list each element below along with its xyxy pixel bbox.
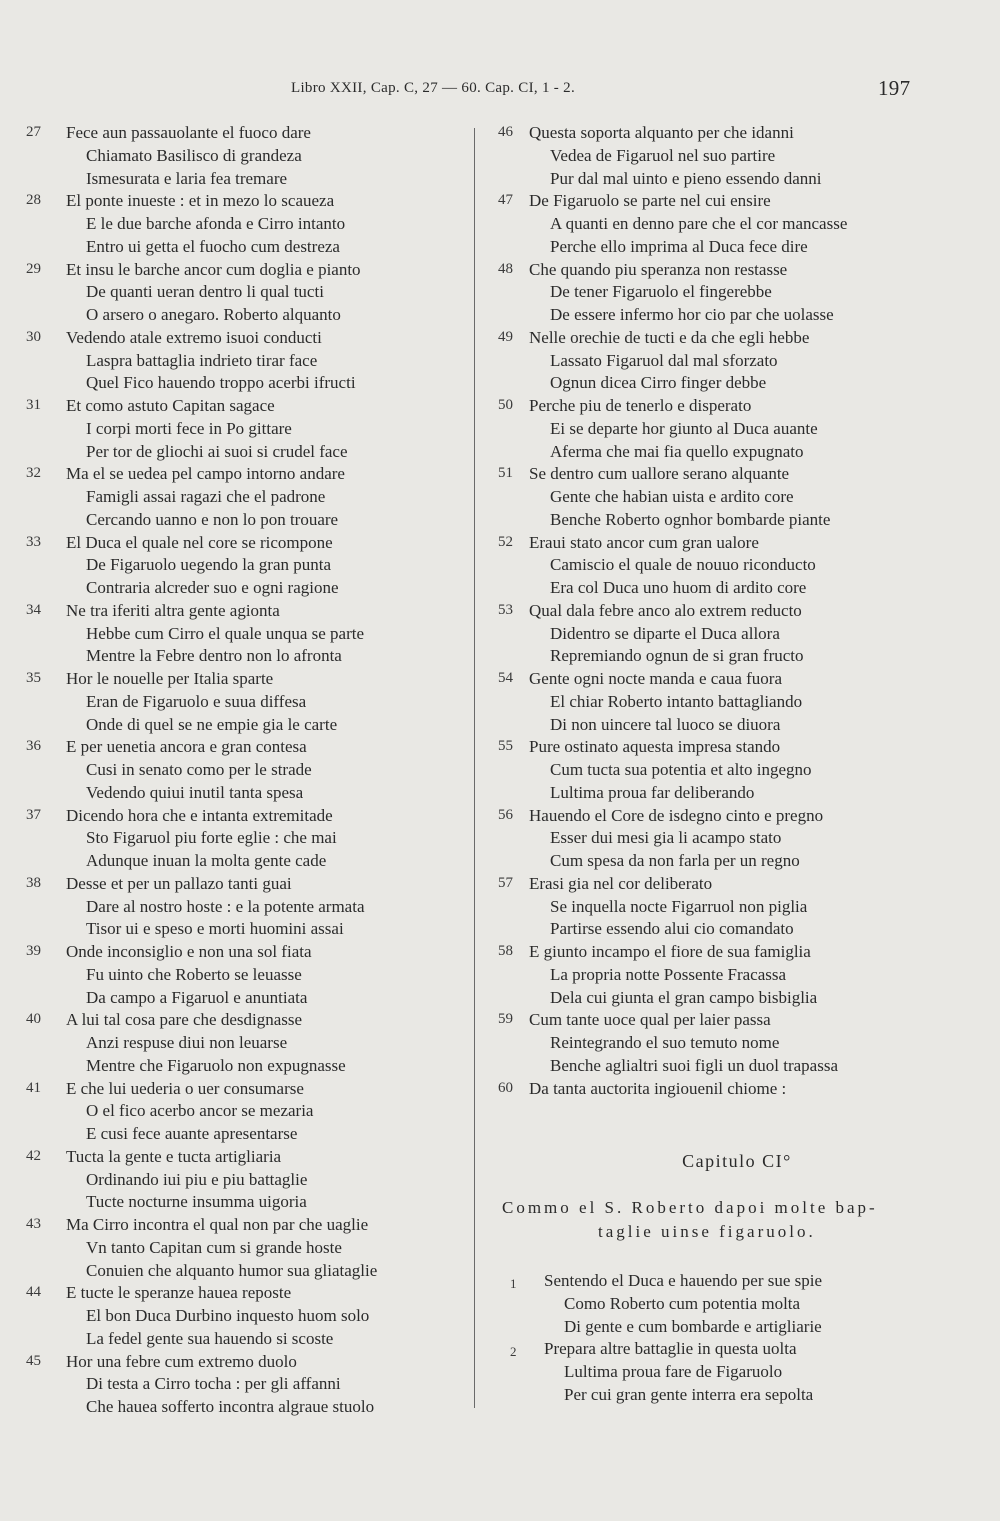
verse-line: La propria notte Possente Fracassa — [550, 964, 787, 984]
stanza — [20, 805, 475, 873]
stanza — [492, 805, 962, 873]
verse-line: Entro ui getta el fuocho cum destreza — [86, 236, 340, 256]
stanza-number: 48 — [498, 260, 513, 277]
verse-line: Prepara altre battaglie in questa uolta — [544, 1339, 797, 1359]
verse-line: Di non uincere tal luoco se diuora — [550, 714, 781, 734]
verse-line: Gente che habian uista e ardito core — [550, 487, 794, 506]
stanza — [20, 259, 475, 327]
stanza-number: 57 — [498, 874, 513, 891]
stanza — [20, 736, 475, 804]
verse-line: Eran de Figaruolo e suua diffesa — [86, 691, 307, 711]
stanza — [20, 1146, 475, 1214]
stanza — [492, 463, 962, 531]
verse-line: E tucte le speranze hauea reposte — [66, 1283, 292, 1303]
right-column — [492, 122, 962, 1100]
stanza — [20, 395, 475, 463]
verse-line: Eraui stato ancor cum gran ualore — [529, 532, 759, 552]
verse-line: De Figaruolo uegendo la gran punta — [86, 555, 332, 575]
stanza — [20, 668, 475, 736]
verse-line: De quanti ueran dentro li qual tucti — [86, 282, 324, 302]
verse-line: Partirse essendo alui cio comandato — [550, 919, 794, 939]
stanza-number: 27 — [26, 124, 41, 140]
verse-line: Onde di quel se ne empie gia le carte — [86, 714, 338, 734]
stanza — [492, 941, 962, 1009]
verse-line: E le due barche afonda e Cirro intanto — [86, 214, 346, 233]
verse-line: Reintegrando el suo temuto nome — [550, 1033, 780, 1052]
verse-line: Ognun dicea Cirro finger debbe — [550, 373, 767, 393]
stanza-number: 30 — [26, 328, 41, 345]
stanza-number: 54 — [498, 670, 513, 686]
verse-line: Se inquella nocte Figarruol non piglia — [550, 896, 808, 916]
stanza — [20, 463, 475, 531]
verse-line: Hor una febre cum extremo duolo — [66, 1351, 297, 1371]
stanza — [20, 1078, 475, 1146]
stanza-number: 40 — [26, 1011, 41, 1028]
verse-line: Cercando uanno e non lo pon trouare — [86, 509, 339, 529]
verse-line: Repremiando ognun de si gran fructo — [550, 646, 804, 666]
verse-line: Vedea de Figaruol nel suo partire — [550, 145, 776, 165]
verse-line: Qual dala febre anco alo extrem reducto — [529, 600, 802, 620]
stanza-number: 28 — [26, 192, 41, 209]
stanza — [20, 941, 475, 1009]
verse-line: Per cui gran gente interra era sepolta — [564, 1384, 814, 1404]
stanza-number: 37 — [26, 806, 41, 823]
verse-line: Camiscio el quale de nouuo riconducto — [550, 555, 816, 575]
stanza-number: 60 — [498, 1079, 513, 1096]
chapter-title: Capitulo CI° — [682, 1151, 792, 1171]
stanza — [492, 600, 962, 668]
verse-line: Che hauea sofferto incontra algraue stuolo — [86, 1397, 375, 1416]
stanza — [20, 122, 475, 190]
verse-line: Cum spesa da non farla per un regno — [550, 851, 800, 870]
stanza-number: 33 — [26, 533, 41, 550]
left-column — [20, 122, 475, 1419]
stanza-number: 58 — [498, 943, 513, 959]
verse-line: Questa soporta alquanto per che idanni — [529, 123, 794, 142]
stanza — [492, 1009, 962, 1077]
verse-line: Benche Roberto ognhor bombarde piante — [550, 509, 831, 529]
verse-line: Vn tanto Capitan cum si grande hoste — [86, 1237, 342, 1257]
chapter-verses — [492, 1270, 962, 1407]
verse-line: De essere infermo hor cio par che uolasse — [550, 305, 834, 324]
verse-line: Cusi in senato como per le strade — [86, 760, 312, 779]
verse-line: Quel Fico hauendo troppo acerbi ifructi — [86, 373, 356, 393]
stanza — [20, 600, 475, 668]
verse-line: Fece aun passauolante el fuoco dare — [66, 123, 311, 142]
verse-line: Desse et per un pallazo tanti guai — [66, 873, 292, 893]
stanza-number: 32 — [26, 465, 41, 482]
verse-line: Vedendo quiui inutil tanta spesa — [86, 782, 304, 802]
stanza — [492, 395, 962, 463]
verse-line: O arsero o anegaro. Roberto alquanto — [86, 305, 341, 324]
verse-line: Famigli assai ragazi che el padrone — [86, 487, 326, 506]
verse-line: Anzi respuse diui non leuarse — [86, 1033, 288, 1052]
stanza — [20, 873, 475, 941]
chapter-section — [492, 1148, 962, 1407]
stanza-number: 41 — [26, 1079, 41, 1096]
verse-line: E che lui uederia o uer consumarse — [66, 1078, 304, 1098]
running-title: Libro XXII, Cap. C, 27 — 60. Cap. CI, 1 - 2. — [291, 80, 576, 96]
verse-line: Perche piu de tenerlo e disperato — [529, 396, 752, 415]
stanza — [492, 736, 962, 804]
verse-line: Dicendo hora che e intanta extremitade — [66, 805, 333, 825]
stanza-number: 38 — [26, 874, 41, 891]
stanza — [492, 1270, 962, 1338]
verse-line: A quanti en denno pare che el cor mancasse — [550, 214, 848, 233]
verse-line: Hauendo el Core de isdegno cinto e pregno — [529, 805, 824, 825]
verse-line: Chiamato Basilisco di grandeza — [86, 145, 302, 165]
verse-line: Vedendo atale extremo isuoi conducti — [66, 327, 322, 347]
verse-line: Ma el se uedea pel campo intorno andare — [66, 464, 345, 484]
verse-line: Tucta la gente e tucta artigliaria — [66, 1146, 282, 1166]
verse-line: Se dentro cum uallore serano alquante — [529, 464, 790, 484]
stanza — [492, 532, 962, 600]
verse-line: El Duca el quale nel core se ricompone — [66, 532, 333, 552]
verse-line: Nelle orechie de tucti e da che egli hebbe — [529, 327, 810, 347]
verse-line: I corpi morti fece in Po gittare — [86, 418, 292, 438]
verse-line: Mentre che Figaruolo non expugnasse — [86, 1055, 346, 1075]
stanza — [492, 122, 962, 190]
stanza — [20, 1282, 475, 1350]
chapter-subtitle-line: taglie uinse figaruolo. — [598, 1222, 816, 1241]
stanza-number: 49 — [498, 328, 513, 345]
verse-line: Lultima proua fare de Figaruolo — [564, 1362, 783, 1381]
stanza-number: 46 — [498, 124, 513, 140]
verse-line: El bon Duca Durbino inquesto huom solo — [86, 1306, 370, 1325]
verse-line: Como Roberto cum potentia molta — [564, 1293, 801, 1313]
stanza-number: 50 — [498, 397, 513, 413]
verse-line: Laspra battaglia indrieto tirar face — [86, 350, 318, 370]
verse-line: Era col Duca uno huom di ardito core — [550, 578, 807, 597]
verse-line: Cum tucta sua potentia et alto ingegno — [550, 760, 812, 779]
verse-line: Ei se departe hor giunto al Duca auante — [550, 418, 818, 438]
verse-line: Erasi gia nel cor deliberato — [529, 873, 713, 893]
verse-line: Didentro se diparte el Duca allora — [550, 623, 780, 643]
stanza-number: 31 — [26, 397, 41, 413]
verse-line: Benche aglialtri suoi figli un duol trapassa — [550, 1055, 838, 1075]
stanza — [492, 259, 962, 327]
stanza — [492, 873, 962, 941]
stanza-number: 42 — [26, 1147, 41, 1164]
stanza-number: 51 — [498, 465, 513, 482]
verse-line: E cusi fece auante apresentarse — [86, 1124, 298, 1143]
verse-line: E giunto incampo el fiore de sua famiglia — [529, 942, 811, 961]
verse-line: Onde inconsiglio e non una sol fiata — [66, 942, 312, 961]
verse-line: Cum tante uoce qual per laier passa — [529, 1010, 771, 1030]
stanza-number: 35 — [26, 670, 41, 686]
stanza — [20, 532, 475, 600]
verse-line: Et insu le barche ancor cum doglia e pianto — [66, 259, 361, 279]
verse-line: Ma Cirro incontra el qual non par che uaglie — [66, 1215, 369, 1234]
verse-line: Pure ostinato aquesta impresa stando — [529, 737, 781, 757]
stanza-number: 43 — [26, 1216, 41, 1232]
stanza-number: 44 — [26, 1284, 41, 1301]
verse-line: Conuien che alquanto humor sua gliataglie — [86, 1260, 378, 1280]
stanza-number: 53 — [498, 601, 513, 618]
verse-line: Ordinando iui piu e piu battaglie — [86, 1169, 308, 1189]
stanza-number: 59 — [498, 1011, 513, 1028]
verse-line: Di gente e cum bombarde e artigliarie — [564, 1316, 822, 1336]
verse-line: Dela cui giunta el gran campo bisbiglia — [550, 987, 818, 1007]
verse-line: Mentre la Febre dentro non lo afronta — [86, 646, 342, 666]
stanza — [492, 1078, 962, 1101]
verse-line: E per uenetia ancora e gran contesa — [66, 737, 307, 757]
stanza-number: 56 — [498, 806, 513, 823]
verse-line: Di testa a Cirro tocha : per gli affanni — [86, 1374, 341, 1394]
verse-line: Perche ello imprima al Duca fece dire — [550, 236, 808, 256]
stanza — [20, 190, 475, 258]
verse-line: Da tanta auctorita ingiouenil chiome : — [529, 1078, 787, 1098]
verse-line: Contraria alcreder suo e ogni ragione — [86, 578, 339, 597]
verse-line: Ismesurata e laria fea tremare — [86, 168, 288, 188]
stanza — [20, 1009, 475, 1077]
stanza — [492, 327, 962, 395]
verse-line: A lui tal cosa pare che desdignasse — [66, 1010, 303, 1030]
stanza-number: 45 — [26, 1352, 41, 1369]
stanza — [492, 190, 962, 258]
stanza-number: 29 — [26, 260, 41, 277]
verse-line: La fedel gente sua hauendo si scoste — [86, 1328, 334, 1348]
page-header — [0, 76, 1000, 102]
verse-line: Sto Figaruol piu forte eglie : che mai — [86, 828, 337, 848]
stanza-number: 55 — [498, 738, 513, 755]
verse-line: Da campo a Figaruol e anuntiata — [86, 987, 308, 1007]
stanza-number: 47 — [498, 192, 513, 209]
stanza-number: 39 — [26, 943, 41, 959]
page-number: 197 — [878, 76, 911, 100]
verse-line: Lultima proua far deliberando — [550, 782, 755, 802]
verse-line: Pur dal mal uinto e pieno essendo danni — [550, 168, 822, 188]
verse-line: Dare al nostro hoste : e la potente armata — [86, 896, 365, 916]
verse-line: De Figaruolo se parte nel cui ensire — [529, 191, 771, 211]
verse-line: El ponte inueste : et in mezo lo scaueza — [66, 191, 335, 211]
verse-line: Tisor ui e speso e morti huomini assai — [86, 919, 344, 939]
verse-line: Fu uinto che Roberto se leuasse — [86, 964, 302, 984]
stanza — [20, 1351, 475, 1419]
verse-line: Hebbe cum Cirro el quale unqua se parte — [86, 623, 365, 643]
verse-line: El chiar Roberto intanto battagliando — [550, 691, 803, 711]
verse-line: Sentendo el Duca e hauendo per sue spie — [544, 1271, 823, 1290]
stanza — [20, 327, 475, 395]
verse-line: De tener Figaruolo el fingerebbe — [550, 282, 772, 302]
verse-line: O el fico acerbo ancor se mezaria — [86, 1101, 314, 1121]
verse-line: Che quando piu speranza non restasse — [529, 259, 788, 279]
verse-line: Et como astuto Capitan sagace — [66, 396, 275, 415]
verse-line: Adunque inuan la molta gente cade — [86, 851, 327, 870]
chapter-subtitle — [492, 1196, 962, 1244]
verse-line: Esser dui mesi gia li acampo stato — [550, 828, 782, 848]
verse-line: Aferma che mai fia quello expugnato — [550, 441, 804, 461]
verse-line: Hor le nouelle per Italia sparte — [66, 669, 274, 688]
stanza-number: 36 — [26, 738, 41, 755]
stanza-number: 2 — [510, 1344, 517, 1360]
stanza — [492, 1338, 962, 1406]
stanza-number: 34 — [26, 601, 41, 618]
verse-line: Gente ogni nocte manda e caua fuora — [529, 669, 782, 688]
verse-line: Per tor de gliochi ai suoi si crudel face — [86, 441, 348, 461]
verse-line: Tucte nocturne insumma uigoria — [86, 1192, 307, 1212]
stanza — [492, 668, 962, 736]
chapter-subtitle-line: Commo el S. Roberto dapoi molte bap- — [502, 1198, 878, 1217]
stanza-number: 52 — [498, 533, 513, 550]
stanza-number: 1 — [510, 1276, 517, 1291]
column-divider — [474, 128, 475, 1408]
verse-line: Lassato Figaruol dal mal sforzato — [550, 350, 778, 370]
verse-line: Ne tra iferiti altra gente agionta — [66, 600, 280, 620]
stanza — [20, 1214, 475, 1282]
